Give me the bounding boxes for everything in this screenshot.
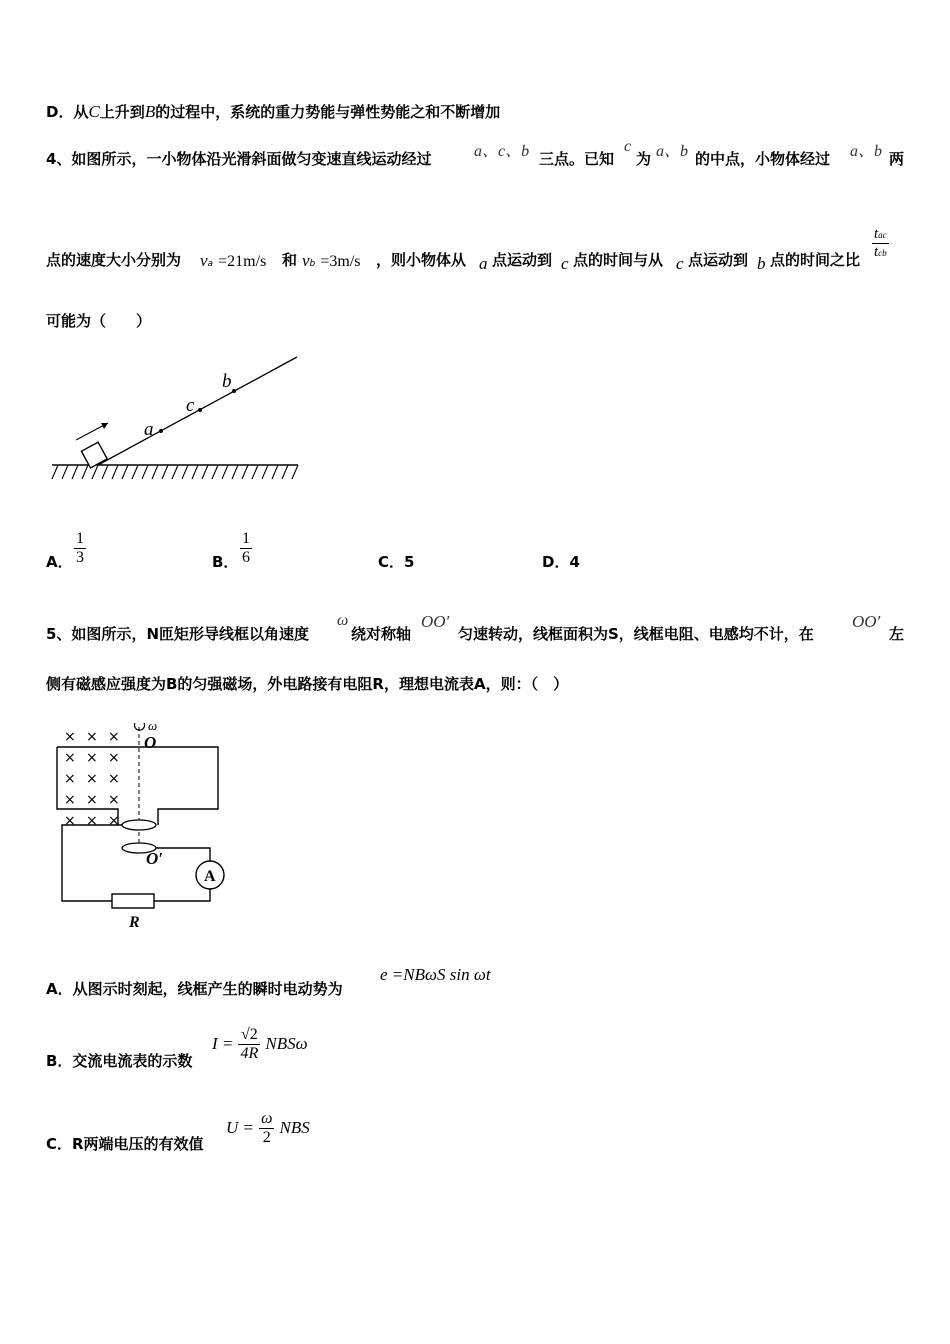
field-mark: ×	[64, 792, 76, 808]
q5-option-b-formula	[212, 1026, 308, 1063]
q4-b: b	[757, 254, 766, 273]
q4-ab: a、b	[656, 143, 689, 160]
time-ratio-fraction	[872, 226, 889, 261]
q5-option-a-formula: e =NBωS sin ωt	[380, 965, 491, 984]
slip-ring-top	[122, 820, 156, 830]
a-denominator: 3	[76, 549, 84, 566]
q4-two: 两	[889, 150, 905, 168]
q4-line1-text: 4、如图所示，一小物体沿光滑斜面做匀变速直线运动经过	[46, 150, 432, 168]
t-den-subscript: cb	[878, 248, 887, 258]
field-mark: ×	[64, 771, 76, 787]
q5-axis: OO′	[421, 612, 450, 631]
vb-value: =3m/s	[320, 253, 361, 270]
q4-a: a	[479, 254, 488, 273]
q4-option-b-label: B．	[212, 553, 239, 571]
t-num-subscript: ac	[878, 230, 887, 240]
ground-hatch	[52, 465, 298, 479]
a-numerator: 1	[76, 530, 84, 547]
va-value: =21m/s	[218, 253, 267, 270]
q4-line2-text: 点的速度大小分别为	[46, 251, 182, 269]
external-wire-left	[62, 825, 122, 901]
field-mark: ×	[86, 771, 98, 787]
incline-line	[98, 357, 297, 465]
q4-and: 和	[282, 251, 298, 269]
q4-line3-text: 可能为（ ）	[46, 312, 152, 330]
q4-ratio-text: 点的时间之比	[770, 251, 861, 269]
vb-expression	[302, 251, 361, 271]
external-wire-right-bottom	[154, 889, 210, 901]
field-mark: ×	[86, 729, 98, 745]
point-b	[232, 389, 236, 393]
field-mark: ×	[108, 729, 120, 745]
incline-figure	[40, 345, 310, 490]
c-rhs: NBS	[279, 1118, 310, 1137]
axis-top-label: O	[144, 733, 157, 752]
b-denominator: 6	[242, 549, 250, 566]
point-a	[159, 429, 163, 433]
field-mark: ×	[86, 750, 98, 766]
q5-option-c-text: C．R两端电压的有效值	[46, 1135, 204, 1153]
field-mark: ×	[108, 771, 120, 787]
c-formula-denominator: 2	[262, 1129, 271, 1146]
resistor-label: R	[129, 914, 140, 930]
vb-symbol: v	[302, 251, 310, 270]
q4-move-to2: 点运动到	[688, 251, 749, 269]
va-subscript: a	[207, 259, 214, 269]
field-mark: ×	[64, 813, 76, 829]
q5-line2-text: 侧有磁感应强度为B的匀强磁场，外电路接有电阻R，理想电流表A，则：（ ）	[46, 675, 569, 693]
q4-then-text: ，则小物体从	[376, 251, 467, 269]
c-lhs: U =	[226, 1118, 254, 1137]
q4-move-to: 点运动到	[492, 251, 553, 269]
c-formula-numerator: ω	[261, 1110, 273, 1127]
field-mark: ×	[64, 750, 76, 766]
q5-line1-text: 5、如图所示，N匝矩形导线框以角速度	[46, 625, 309, 643]
q4-option-b-fraction	[240, 530, 252, 567]
resistor	[112, 894, 154, 908]
q4-three-points: 三点。已知	[539, 150, 615, 168]
q4-is: 为	[636, 150, 652, 168]
q4-option-a-fraction	[74, 530, 86, 567]
var-b: B	[144, 102, 156, 121]
ammeter-label: A	[204, 868, 216, 885]
q5-option-a-text: A．从图示时刻起，线框产生的瞬时电动势为	[46, 980, 343, 998]
q4-midpoint-text: 的中点，小物体经过	[695, 150, 831, 168]
va-expression	[200, 251, 266, 271]
var-c: C	[88, 102, 100, 121]
q4-ab2: a、b	[850, 143, 883, 160]
t-den-symbol: t	[874, 244, 879, 260]
q5-left: 左	[889, 625, 905, 643]
q4-points-abc: a、c、b	[474, 143, 530, 160]
coil-circuit-figure	[40, 715, 240, 930]
q4-option-a-label: A．	[46, 553, 73, 571]
option-d-prefix: D．从	[46, 103, 89, 121]
b-numerator: 1	[242, 530, 250, 547]
b-formula-numerator: √2	[238, 1026, 260, 1045]
coil-right-wire	[57, 747, 218, 825]
q5-option-c-formula	[226, 1110, 310, 1147]
field-mark: ×	[64, 729, 76, 745]
q5-around: 绕对称轴	[351, 625, 412, 643]
field-mark: ×	[86, 792, 98, 808]
b-rhs: NBSω	[265, 1034, 308, 1053]
t-num-symbol: t	[874, 226, 879, 242]
q5-line1-rest: 匀速转动，线框面积为S，线框电阻、电感均不计，在	[458, 625, 814, 643]
q4-c3: c	[676, 254, 684, 273]
field-mark: ×	[108, 750, 120, 766]
va-symbol: v	[200, 251, 208, 270]
option-d-mid: 上升到	[99, 103, 145, 121]
q4-option-d: D．4	[542, 553, 580, 571]
q4-time-text: 点的时间与从	[573, 251, 664, 269]
axis-bottom-label: O′	[146, 849, 164, 868]
omega-label: ω	[148, 718, 158, 733]
label-c: c	[186, 395, 195, 416]
label-b: b	[222, 371, 232, 392]
label-a: a	[144, 419, 154, 440]
b-formula-denominator: 4R	[240, 1045, 259, 1062]
external-wire-right-top	[156, 848, 210, 861]
option-d-suffix: 的过程中，系统的重力势能与弹性势能之和不断增加	[155, 103, 501, 121]
block	[81, 442, 107, 468]
q5-omega: ω	[337, 612, 349, 629]
q4-c: c	[624, 138, 632, 155]
q5-axis2: OO′	[852, 612, 881, 631]
option-d-line	[46, 102, 500, 122]
vb-subscript: b	[309, 259, 316, 269]
field-mark: ×	[108, 813, 120, 829]
q5-option-b-text: B．交流电流表的示数	[46, 1052, 193, 1070]
field-mark: ×	[108, 792, 120, 808]
magnetic-field	[64, 729, 120, 829]
q4-option-c: C．5	[378, 553, 415, 571]
field-mark: ×	[86, 813, 98, 829]
b-lhs: I =	[212, 1034, 234, 1053]
q4-c2: c	[561, 254, 569, 273]
point-c	[198, 408, 202, 412]
